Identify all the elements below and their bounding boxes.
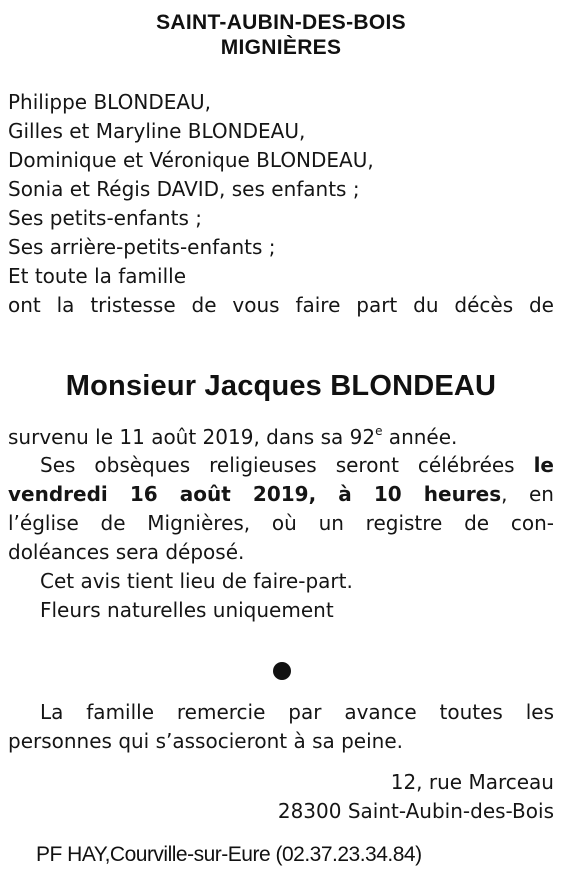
family-member-5: Ses petits-enfants ;	[8, 206, 202, 230]
family-member-7: Et toute la famille	[8, 264, 187, 288]
thanks-line-1: La famille remercie par avance toutes les	[40, 700, 554, 724]
death-info-suffix: année.	[382, 425, 458, 449]
family-member-2: Gilles et Maryline BLONDEAU,	[8, 119, 306, 143]
funeral-line-2	[8, 482, 554, 506]
announcement-line: ont la tristesse de vous faire part du décès de	[8, 293, 554, 317]
town-subheading: MIGNIÈRES	[220, 36, 342, 59]
family-member-3: Dominique et Véronique BLONDEAU,	[8, 148, 374, 172]
funeral-line-1-bold: le	[533, 453, 554, 477]
death-info-text: survenu le 11 août 2019, dans sa 92	[8, 425, 376, 449]
deceased-name: Monsieur Jacques BLONDEAU	[65, 370, 497, 402]
death-info	[8, 424, 457, 449]
address-city: 28300 Saint-Aubin-des-Bois	[277, 799, 554, 823]
funeral-date-time: vendredi 16 août 2019, à 10 heures	[8, 482, 502, 506]
family-member-1: Philippe BLONDEAU,	[8, 90, 212, 114]
separator-bullet	[273, 662, 291, 680]
family-member-4: Sonia et Régis DAVID, ses enfants ;	[8, 177, 360, 201]
address-street: 12, rue Marceau	[390, 770, 554, 794]
funeral-home-info: PF HAY,Courville-sur-Eure (02.37.23.34.84)	[36, 843, 422, 866]
funeral-line-2-text: , en	[501, 482, 554, 506]
funeral-line-1-text: Ses obsèques religieuses seront célébrées	[40, 453, 534, 477]
note-flowers: Fleurs naturelles uniquement	[40, 598, 334, 622]
family-member-6: Ses arrière-petits-enfants ;	[8, 235, 276, 259]
funeral-line-4: doléances sera déposé.	[8, 540, 245, 564]
funeral-line-3: l’église de Mignières, où un registre de con-	[8, 511, 554, 535]
funeral-line-1	[40, 453, 554, 477]
thanks-line-2: personnes qui s’associeront à sa peine.	[8, 729, 403, 753]
death-info-superscript: e	[375, 424, 383, 438]
town-heading: SAINT-AUBIN-DES-BOIS	[156, 11, 406, 34]
note-faire-part: Cet avis tient lieu de faire-part.	[40, 569, 353, 593]
